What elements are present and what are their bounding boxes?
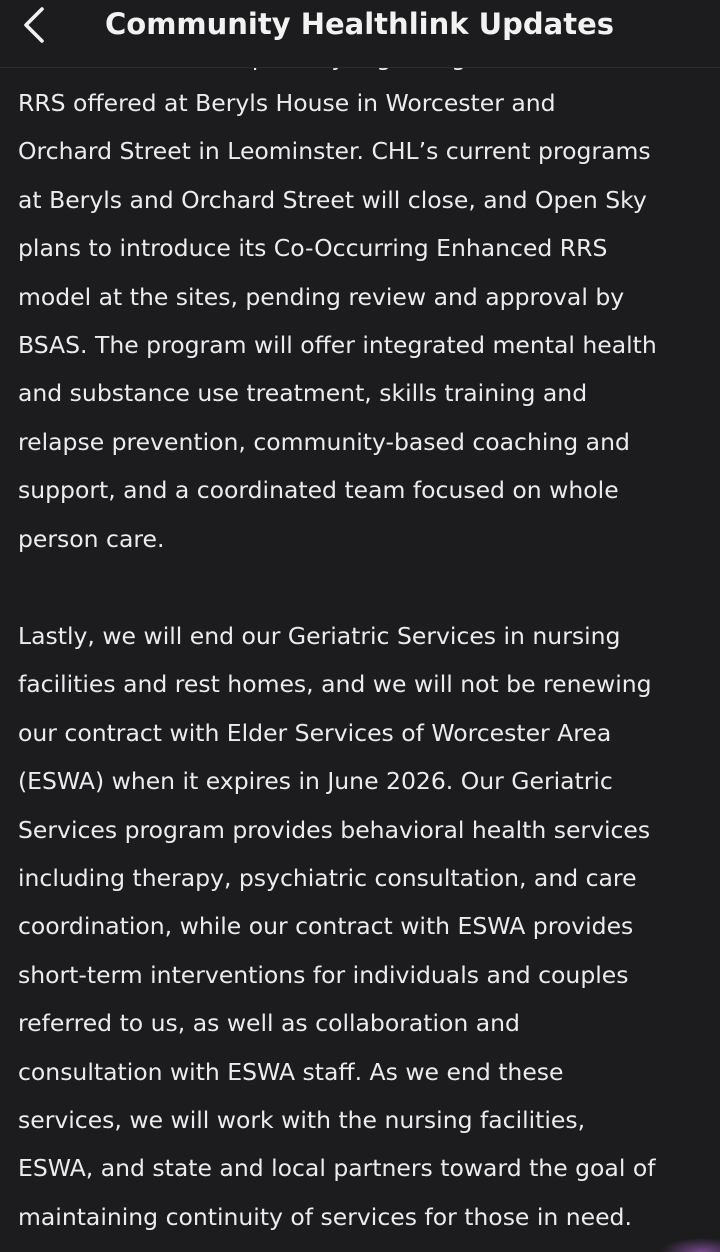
paragraph-line: facilities and rest homes, and we will not be renewing (18, 670, 652, 699)
corner-glow (660, 1238, 720, 1252)
paragraph-line: and substance use treatment, skills training and (18, 379, 588, 408)
paragraph-line: referred to us, as well as collaboration and (18, 1009, 520, 1038)
paragraph-line: Services program provides behavioral health services (18, 815, 651, 844)
paragraph-line: model at the sites, pending review and approval by (18, 282, 625, 311)
paragraph-line: short-term interventions for individuals and couples (18, 960, 629, 989)
paragraph-line: plans to introduce its Co-Occurring Enhanced RRS (18, 234, 608, 263)
paragraph-line: consultation with ESWA staff. As we end these (18, 1057, 564, 1086)
paragraph-line: including therapy, psychiatric consultation, and care (18, 864, 637, 893)
page-title: Community Healthlink Updates (105, 7, 615, 41)
paragraph-line: BSAS. The program will offer integrated mental health (18, 331, 657, 360)
paragraph-line: Orchard Street in Leominster. CHL’s current programs (18, 137, 651, 166)
paragraph-line: maintaining continuity of services for those in need. (18, 1202, 632, 1231)
navigation-header (0, 0, 720, 68)
article-paragraph-1 (18, 79, 657, 563)
paragraph-line: RRS offered at Beryls House in Worcester and (18, 89, 556, 117)
paragraph-line: person care. (18, 524, 165, 553)
chevron-left-icon (14, 2, 58, 48)
paragraph-line: relapse prevention, community-based coaching and (18, 427, 630, 456)
back-button[interactable] (14, 2, 58, 48)
paragraph-line: services, we will work with the nursing facilities, (18, 1106, 586, 1135)
paragraph-line: ESWA, and state and local partners toward the goal of (18, 1154, 656, 1183)
paragraph-line: at Beryls and Orchard Street will close, and Open Sky (18, 185, 647, 214)
article-paragraph-2 (18, 612, 655, 1241)
paragraph-line: coordination, while our contract with ESWA provides (18, 912, 634, 941)
paragraph-line: Lastly, we will end our Geriatric Services in nursing (18, 622, 621, 650)
paragraph-line: support, and a coordinated team focused on whole (18, 476, 619, 505)
paragraph-line: (ESWA) when it expires in June 2026. Our Geriatric (18, 767, 613, 796)
paragraph-line: our contract with Elder Services of Worcester Area (18, 718, 612, 747)
